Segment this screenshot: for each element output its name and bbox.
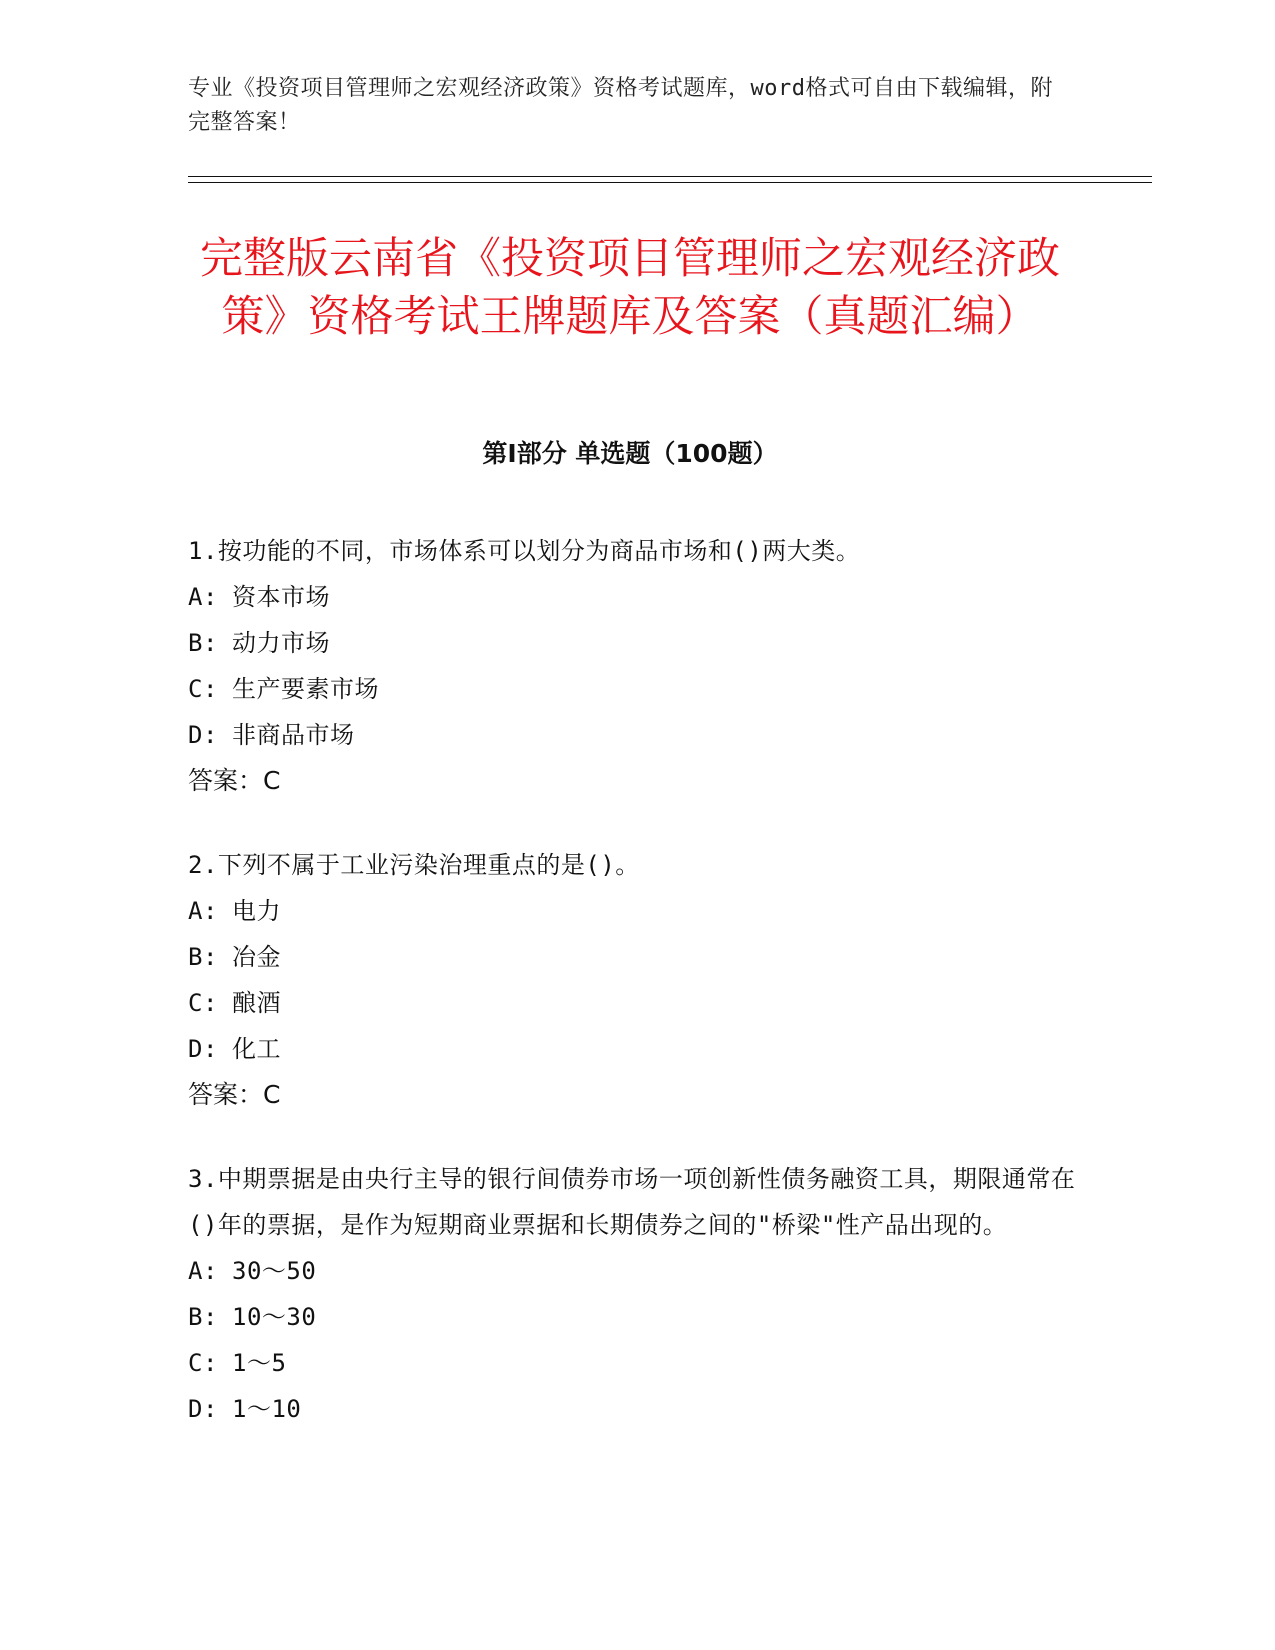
question-list — [188, 528, 1088, 1470]
option-d — [188, 1386, 1088, 1432]
option-text: 动力市场 — [232, 629, 330, 657]
document-title: 完整版云南省《投资项目管理师之宏观经济政策》资格考试王牌题库及答案（真题汇编） — [200, 234, 1060, 342]
option-key: D: — [188, 1035, 218, 1063]
option-text: 电力 — [232, 897, 281, 925]
question-stem: 1.按功能的不同，市场体系可以划分为商品市场和()两大类。 — [188, 537, 861, 565]
option-key: D: — [188, 721, 218, 749]
option-text: 10～30 — [232, 1303, 317, 1331]
option-d — [188, 1026, 1088, 1072]
option-text: 1～5 — [232, 1349, 287, 1377]
option-text: 1～10 — [232, 1395, 302, 1423]
option-b — [188, 1294, 1088, 1340]
option-text: 30～50 — [232, 1257, 317, 1285]
option-key: B: — [188, 943, 218, 971]
option-d — [188, 712, 1088, 758]
question-item — [188, 528, 1088, 804]
option-key: A: — [188, 583, 218, 611]
header-divider-bottom — [188, 182, 1152, 183]
header-note: 专业《投资项目管理师之宏观经济政策》资格考试题库，word格式可自由下载编辑，附完整答案！ — [188, 76, 1053, 135]
option-key: C: — [188, 989, 218, 1017]
option-a — [188, 888, 1088, 934]
answer-line: 答案：C — [188, 1080, 281, 1109]
option-c — [188, 666, 1088, 712]
answer-line: 答案：C — [188, 766, 281, 795]
option-a — [188, 574, 1088, 620]
option-key: A: — [188, 1257, 218, 1285]
question-item — [188, 1156, 1088, 1432]
option-b — [188, 620, 1088, 666]
option-key: B: — [188, 629, 218, 657]
option-text: 生产要素市场 — [232, 675, 379, 703]
option-text: 酿酒 — [232, 989, 281, 1017]
question-item — [188, 842, 1088, 1118]
section-title: 第Ⅰ部分 单选题（100题） — [482, 439, 778, 468]
option-key: C: — [188, 1349, 218, 1377]
option-c — [188, 980, 1088, 1026]
header-divider-top — [188, 176, 1152, 177]
option-text: 化工 — [232, 1035, 281, 1063]
option-text: 冶金 — [232, 943, 281, 971]
option-text: 资本市场 — [232, 583, 330, 611]
option-key: B: — [188, 1303, 218, 1331]
option-key: D: — [188, 1395, 218, 1423]
option-key: C: — [188, 675, 218, 703]
option-b — [188, 934, 1088, 980]
option-c — [188, 1340, 1088, 1386]
option-a — [188, 1248, 1088, 1294]
option-text: 非商品市场 — [232, 721, 355, 749]
question-stem: 3.中期票据是由央行主导的银行间债券市场一项创新性债务融资工具，期限通常在()年的票据，是作为短期商业票据和长期债券之间的"桥梁"性产品出现的。 — [188, 1165, 1076, 1239]
option-key: A: — [188, 897, 218, 925]
question-stem: 2.下列不属于工业污染治理重点的是()。 — [188, 851, 640, 879]
